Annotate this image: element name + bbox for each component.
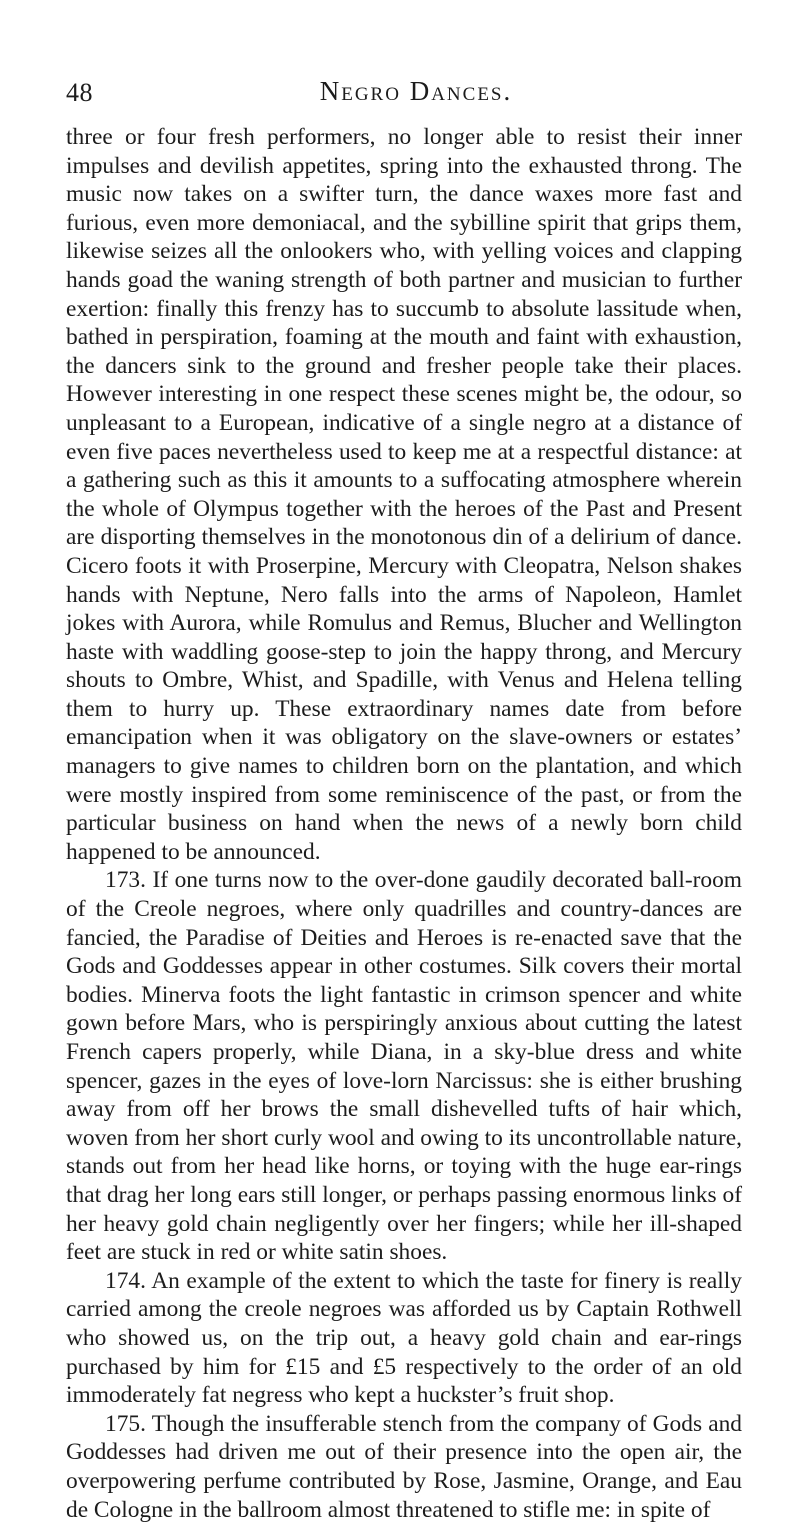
paragraph-number: 174. (105, 1267, 146, 1294)
paragraph-number: 175. (105, 1410, 146, 1437)
running-head: Negro Dances. (319, 76, 513, 106)
paragraph-text: three or four fresh performers, no longer able to resist their inner impulses and devilish appetites, spring into the exhausted throng. The music now takes on a swifter turn, the dance waxes more fast and furious, even more demoniacal, and the sybilline spirit that grips them, likewise seizes all the onlookers who, with yelling voices and clapping hands goad the waning strength of both partner and musician to further exertion: finally this frenzy has to succumb to absolute lassitude when, bathed in perspiration, foaming at the mouth and faint with exhaustion, the dancers sink to the ground and fresher people take their places. However interesting in one respect these scenes might be, the odour, so unpleasant to a European, indicative of a single negro at a distance of even five paces nevertheless used to keep me at a respectful distance: at a gathering such as this it amounts to a suffocating atmosphere wherein the whole of Olympus together with the heroes of the Past and Present are disporting themselves in the monotonous din of a delirium of dance. Cicero foots it with Proserpine, Mercury with Cleopatra, Nelson shakes hands with Neptune, Nero falls into the arms of Napoleon, Hamlet jokes with Aurora, while Romulus and Remus, Blucher and Wellington haste with waddling goose-step to join the happy throng, and Mercury shouts to Ombre, Whist, and Spadille, with Venus and Helena telling them to hurry up. These extraordinary names date from before emancipation when it was obligatory on the slave-owners or estates’ managers to give names to children born on the plantation, and which were mostly inspired from some reminiscence of the past, or from the particular business on hand when the news of a newly born child happened to be announced. (66, 124, 742, 865)
paragraph-text: If one turns now to the over-done gaudily decorated ball-room of the Creole negroes, where only quadrilles and country-dances are fancied, the Paradise of Deities and Heroes is re-enacted save that the Gods and Goddesses appear in other costumes. Silk covers their mortal bodies. Minerva foots the light fantastic in crimson spencer and white gown before Mars, who is perspiringly anxious about cutting the latest French capers properly, while Diana, in a sky-blue dress and white spencer, gazes in the eyes of love-lorn Narcissus: she is either brushing away from off her brows the small dishevelled tufts of hair which, woven from her short curly wool and owing to its uncontrollable nature, stands out from her head like horns, or toying with the huge ear-rings that drag her long ears still longer, or perhaps passing enormous links of her heavy gold chain negligently over her fingers; while her ill-shaped feet are stuck in red or white satin shoes. (66, 867, 742, 1266)
paragraph-text: Though the insufferable stench from the company of Gods and Goddesses had driven me out of their presence into the open air, the overpowering perfume contributed by Rose, Jasmine, Orange, and Eau de Cologne in the ballroom almost threatened to stifle me: in spite of (66, 1410, 742, 1523)
body-text (66, 123, 742, 1524)
paragraph-173 (66, 866, 742, 1266)
paragraph-174 (66, 1267, 742, 1410)
page-header (66, 76, 736, 116)
paragraph-continued (66, 123, 742, 866)
paragraph-text: An example of the extent to which the taste for finery is really carried among the creole negroes was afforded us by Captain Rothwell who showed us, on the trip out, a heavy gold chain and ear-rings purchased by him for £15 and £5 respectively to the order of an old immoderately fat negress who kept a huckster’s fruit shop. (66, 1267, 743, 1409)
page-number: 48 (66, 78, 93, 107)
paragraph-175 (66, 1410, 742, 1524)
paragraph-number: 173. (105, 867, 146, 894)
